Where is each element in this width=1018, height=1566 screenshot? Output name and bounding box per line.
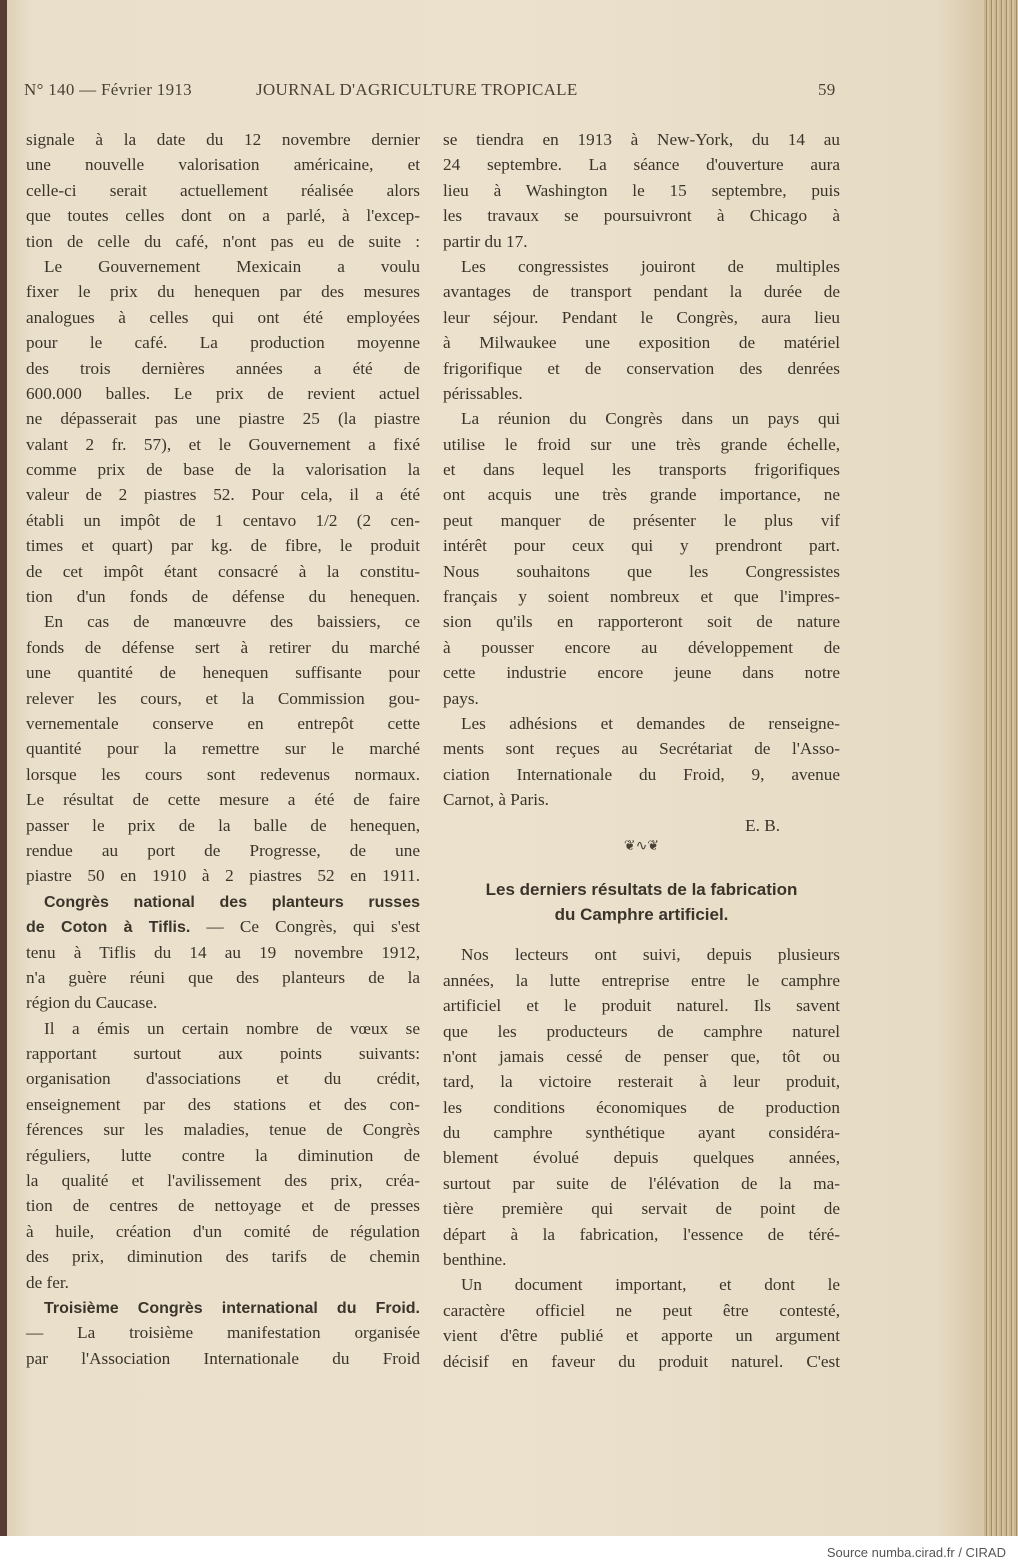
text-line xyxy=(26,1066,420,1091)
line-text: — La troisième manifestation organisée xyxy=(26,1323,420,1343)
text-line xyxy=(26,787,420,812)
text-line xyxy=(26,482,420,507)
line-text: 24 septembre. La séance d'ouverture aura xyxy=(443,155,840,175)
text-line xyxy=(443,356,840,381)
text-line xyxy=(26,635,420,660)
text-line xyxy=(26,863,420,888)
line-text: ments sont reçues au Secrétariat de l'Asso- xyxy=(443,739,840,759)
text-line xyxy=(26,1193,420,1218)
text-line xyxy=(26,1041,420,1066)
line-text: — Ce Congrès, qui s'est xyxy=(190,917,420,937)
line-text: comme prix de base de la valorisation la xyxy=(26,460,420,480)
text-line xyxy=(443,1222,840,1247)
line-text: utilise le froid sur une très grande échelle, xyxy=(443,434,840,454)
line-text: quantité pour la remettre sur le marché xyxy=(26,739,420,759)
bold-heading-text: de Coton à Tiflis. xyxy=(26,919,191,937)
text-line xyxy=(26,533,420,558)
line-text: artificiel et le produit naturel. Ils savent xyxy=(443,996,840,1016)
text-line xyxy=(26,1320,420,1345)
line-text: pour le café. La production moyenne xyxy=(26,333,420,353)
text-line xyxy=(26,559,420,584)
bold-heading-text: Troisième Congrès international du Froid. xyxy=(44,1299,420,1317)
text-line xyxy=(443,203,840,228)
line-text: la qualité et l'avilissement des prix, créa- xyxy=(26,1171,420,1191)
line-text: valeur de 2 piastres 52. Pour cela, il a été xyxy=(26,485,420,505)
line-text: vernementale conserve en entrepôt cette xyxy=(26,713,420,733)
line-text: vient d'être publié et apporte un argument xyxy=(443,1326,840,1346)
line-text: de fer. xyxy=(26,1272,69,1292)
text-line xyxy=(26,152,420,177)
line-text: les travaux se poursuivront à Chicago à xyxy=(443,206,840,226)
ornament-divider: ❦∿❦ xyxy=(623,838,660,854)
line-text: Les congressistes jouiront de multiples xyxy=(461,256,840,276)
line-text: avantages de transport pendant la durée de xyxy=(443,282,840,302)
text-line xyxy=(443,330,840,355)
text-line xyxy=(443,533,840,558)
text-line xyxy=(443,1323,840,1348)
text-line xyxy=(443,381,840,406)
line-text: une quantité de henequen suffisante pour xyxy=(26,663,420,683)
line-text: Un document important, et dont le xyxy=(461,1275,840,1295)
line-text: tion de centres de nettoyage et de presses xyxy=(26,1196,420,1216)
text-line xyxy=(443,686,840,711)
text-line xyxy=(443,635,840,660)
text-line xyxy=(443,457,840,482)
line-text: frigorifique et de conservation des denrées xyxy=(443,358,840,378)
article-title-line-2: du Camphre artificiel. xyxy=(554,905,729,925)
line-text: benthine. xyxy=(443,1250,507,1270)
text-line xyxy=(443,1145,840,1170)
text-line xyxy=(26,1346,420,1371)
text-line xyxy=(443,736,840,761)
text-line xyxy=(26,330,420,355)
line-text: à huile, création d'un comité de régulation xyxy=(26,1221,420,1241)
line-text: les conditions économiques de production xyxy=(443,1097,840,1117)
line-text: passer le prix de la balle de henequen, xyxy=(26,815,420,835)
text-line xyxy=(443,1196,840,1221)
line-text: peut manquer de présenter le plus vif xyxy=(443,510,840,530)
line-text: fixer le prix du henequen par des mesures xyxy=(26,282,420,302)
text-line xyxy=(26,1143,420,1168)
text-line xyxy=(443,279,840,304)
line-text: tière première qui servait de point de xyxy=(443,1199,840,1219)
right-column xyxy=(443,127,840,1374)
line-text: cette industrie encore jeune dans notre xyxy=(443,663,840,683)
text-line xyxy=(443,942,840,967)
line-text: ont acquis une très grande importance, ne xyxy=(443,485,840,505)
text-line xyxy=(443,1019,840,1044)
text-line xyxy=(26,254,420,279)
text-line xyxy=(443,1095,840,1120)
text-line xyxy=(443,1272,840,1297)
line-text: décisif en faveur du produit naturel. C'est xyxy=(443,1351,840,1371)
line-text: du camphre synthétique ayant considéra- xyxy=(443,1123,840,1143)
line-text: Il a émis un certain nombre de vœux se xyxy=(44,1018,420,1038)
line-text: Les adhésions et demandes de renseigne- xyxy=(461,713,840,733)
line-text: des prix, diminution des tarifs de chemin xyxy=(26,1247,420,1267)
text-line xyxy=(26,762,420,787)
text-line xyxy=(443,406,840,431)
text-line xyxy=(443,432,840,457)
text-line xyxy=(26,736,420,761)
text-line xyxy=(443,508,840,533)
line-text: signale à la date du 12 novembre dernier xyxy=(26,130,420,149)
text-line xyxy=(26,1219,420,1244)
article-title-line-1: Les derniers résultats de la fabrication xyxy=(485,880,798,900)
text-line xyxy=(443,1120,840,1145)
text-line xyxy=(26,609,420,634)
line-text: La réunion du Congrès dans un pays qui xyxy=(461,409,840,429)
book-binding xyxy=(0,0,7,1536)
journal-title: JOURNAL D'AGRICULTURE TROPICALE xyxy=(256,80,578,99)
source-credit: Source numba.cirad.fr / CIRAD xyxy=(826,1545,1006,1560)
text-line xyxy=(26,914,420,939)
line-text: établi un impôt de 1 centavo 1/2 (2 cen- xyxy=(26,510,420,530)
line-text: lorsque les cours sont redevenus normaux. xyxy=(26,764,420,784)
line-text: n'a guère réuni que des planteurs de la xyxy=(26,967,420,987)
text-line xyxy=(443,1298,840,1323)
line-text: pays. xyxy=(443,688,479,708)
text-line xyxy=(26,178,420,203)
text-line xyxy=(443,229,840,254)
line-text: réguliers, lutte contre la diminution de xyxy=(26,1145,420,1165)
text-line xyxy=(26,279,420,304)
text-line xyxy=(443,584,840,609)
text-line xyxy=(443,152,840,177)
text-line xyxy=(26,229,420,254)
line-text: tard, la victoire resterait à leur produit, xyxy=(443,1072,840,1092)
line-text: surtout par suite de l'élévation de la ma- xyxy=(443,1173,840,1193)
line-text: des trois dernières années a été de xyxy=(26,358,420,378)
text-line xyxy=(443,178,840,203)
text-line xyxy=(26,457,420,482)
line-text: celle-ci serait actuellement réalisée alors xyxy=(26,180,420,200)
line-text: leur séjour. Pendant le Congrès, aura lieu xyxy=(443,307,840,327)
line-text: organisation d'associations et du crédit, xyxy=(26,1069,420,1089)
line-text: ciation Internationale du Froid, 9, avenue xyxy=(443,764,840,784)
text-line xyxy=(26,1270,420,1295)
text-line xyxy=(443,1349,840,1374)
text-line xyxy=(443,1171,840,1196)
text-line xyxy=(443,482,840,507)
line-text: et dans lequel les transports frigorifiques xyxy=(443,460,840,480)
line-text: enseignement par des stations et des con- xyxy=(26,1094,420,1114)
line-text: région du Caucase. xyxy=(26,993,158,1013)
text-line xyxy=(26,127,420,152)
text-line xyxy=(26,889,420,914)
line-text: tion d'un fonds de défense du henequen. xyxy=(26,587,420,607)
text-line xyxy=(443,254,840,279)
line-text: départ à la fabrication, l'essence de téré- xyxy=(443,1224,840,1244)
text-line xyxy=(26,432,420,457)
line-text: times et quart) par kg. de fibre, le produit xyxy=(26,536,420,556)
text-line xyxy=(443,711,840,736)
line-text: lieu à Washington le 15 septembre, puis xyxy=(443,180,840,200)
text-line xyxy=(26,1244,420,1269)
line-text: tenu à Tiflis du 14 au 19 novembre 1912, xyxy=(26,942,420,962)
text-line xyxy=(26,1016,420,1041)
text-line xyxy=(26,305,420,330)
line-text: caractère officiel ne peut être contesté, xyxy=(443,1300,840,1320)
text-line xyxy=(26,406,420,431)
line-text: de cet impôt étant consacré à la constitu- xyxy=(26,561,420,581)
bold-heading-text: Congrès national des planteurs russes xyxy=(44,893,420,911)
text-line xyxy=(26,203,420,228)
line-text: fonds de défense sert à retirer du marché xyxy=(26,637,420,657)
line-text: partir du 17. xyxy=(443,231,528,251)
line-text: rendue au port de Progresse, de une xyxy=(26,840,420,860)
line-text: valant 2 fr. 57), et le Gouvernement a fixé xyxy=(26,434,420,454)
text-line xyxy=(26,356,420,381)
text-line xyxy=(26,711,420,736)
line-text: intérêt pour ceux qui y prendront part. xyxy=(443,536,840,556)
text-line xyxy=(26,508,420,533)
text-line xyxy=(443,305,840,330)
text-line xyxy=(26,1092,420,1117)
line-text: Nos lecteurs ont suivi, depuis plusieurs xyxy=(461,945,840,965)
line-text: blement évolué depuis quelques années, xyxy=(443,1148,840,1168)
line-text: périssables. xyxy=(443,383,523,403)
text-line xyxy=(26,1295,420,1320)
line-text: analogues à celles qui ont été employées xyxy=(26,307,420,327)
text-line xyxy=(26,584,420,609)
line-text: que toutes celles dont on a parlé, à l'excep- xyxy=(26,206,420,226)
text-line xyxy=(26,381,420,406)
line-text: Le Gouvernement Mexicain a voulu xyxy=(44,256,420,276)
text-line xyxy=(26,660,420,685)
issue-info: N° 140 — Février 1913 xyxy=(24,80,192,99)
left-column xyxy=(26,127,420,1371)
text-line xyxy=(443,1044,840,1069)
text-line xyxy=(26,940,420,965)
text-line xyxy=(26,686,420,711)
text-line xyxy=(443,993,840,1018)
text-line xyxy=(443,1247,840,1272)
text-line xyxy=(443,127,840,152)
line-text: ne dépasserait pas une piastre 25 (la piastre xyxy=(26,409,420,429)
line-text: relever les cours, et la Commission gou- xyxy=(26,688,420,708)
line-text: 600.000 balles. Le prix de revient actuel xyxy=(26,383,420,403)
text-line xyxy=(26,838,420,863)
line-text: années, la lutte entreprise entre le camphre xyxy=(443,970,840,990)
line-text: En cas de manœuvre des baissiers, ce xyxy=(44,612,420,632)
text-line xyxy=(26,1168,420,1193)
line-text: rapportant surtout aux points suivants: xyxy=(26,1044,420,1064)
text-line xyxy=(443,660,840,685)
text-line xyxy=(443,968,840,993)
line-text: à Milwaukee une exposition de matériel xyxy=(443,333,840,353)
line-text: une nouvelle valorisation américaine, et xyxy=(26,155,420,175)
line-text: piastre 50 en 1910 à 2 piastres 52 en 1911. xyxy=(26,866,420,886)
line-text: à pousser encore au développement de xyxy=(443,637,840,657)
text-line xyxy=(443,762,840,787)
text-line xyxy=(443,609,840,634)
text-line xyxy=(443,559,840,584)
text-line xyxy=(26,813,420,838)
line-text: férences sur les maladies, tenue de Congrès xyxy=(26,1120,420,1140)
text-line xyxy=(443,1069,840,1094)
text-line xyxy=(26,1117,420,1142)
line-text: par l'Association Internationale du Froid xyxy=(26,1348,420,1368)
line-text: que les producteurs de camphre naturel xyxy=(443,1021,840,1041)
line-text: n'ont jamais cessé de penser que, tôt ou xyxy=(443,1046,840,1066)
line-text: E. B. xyxy=(745,815,780,835)
article-title xyxy=(443,877,840,927)
page-number: 59 xyxy=(818,80,836,99)
line-text: sion qu'ils en rapporteront soit de nature xyxy=(443,612,840,632)
line-text: Nous souhaitons que les Congressistes xyxy=(443,561,840,581)
line-text: tion de celle du café, n'ont pas eu de suite : xyxy=(26,231,420,251)
text-line xyxy=(26,965,420,990)
text-line xyxy=(26,990,420,1015)
text-line xyxy=(443,787,840,812)
line-text: Le résultat de cette mesure a été de faire xyxy=(26,790,420,810)
line-text: se tiendra en 1913 à New-York, du 14 au xyxy=(443,130,840,149)
line-text: français y soient nombreux et que l'impres- xyxy=(443,587,840,607)
line-text: Carnot, à Paris. xyxy=(443,790,549,810)
page-edges xyxy=(984,0,1018,1536)
text-line xyxy=(443,813,840,838)
